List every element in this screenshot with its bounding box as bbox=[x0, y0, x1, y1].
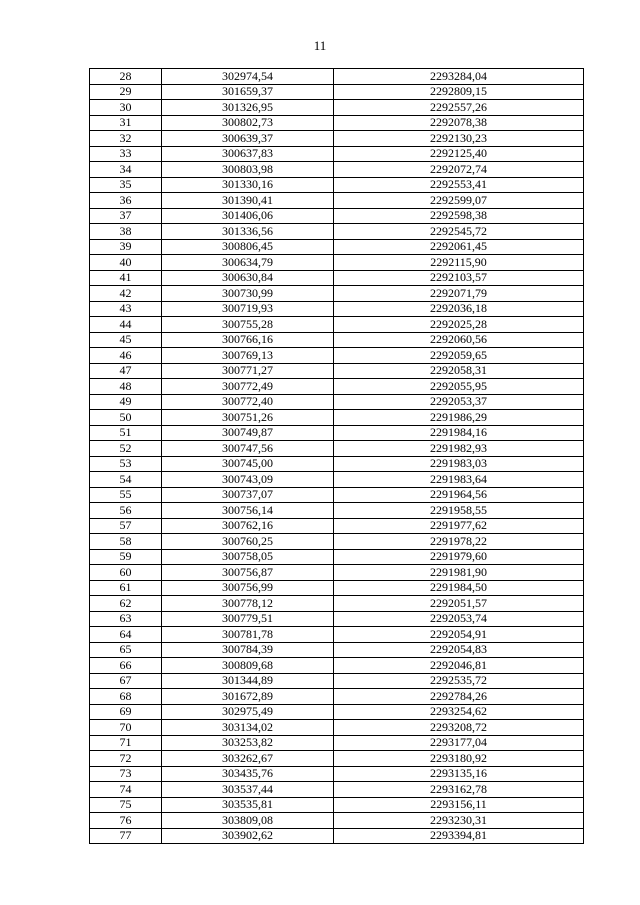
y-coordinate-cell: 2293284,04 bbox=[334, 69, 584, 85]
table-row bbox=[90, 425, 584, 441]
y-coordinate-cell: 2292535,72 bbox=[334, 673, 584, 689]
y-coordinate-cell: 2292598,38 bbox=[334, 208, 584, 224]
point-number-cell: 68 bbox=[90, 689, 162, 705]
y-coordinate-cell: 2291978,22 bbox=[334, 534, 584, 550]
x-coordinate-cell: 300755,28 bbox=[162, 317, 334, 333]
table-row bbox=[90, 363, 584, 379]
y-coordinate-cell: 2293254,62 bbox=[334, 704, 584, 720]
y-coordinate-cell: 2292046,81 bbox=[334, 658, 584, 674]
point-number-cell: 70 bbox=[90, 720, 162, 736]
x-coordinate-cell: 300630,84 bbox=[162, 270, 334, 286]
x-coordinate-cell: 303535,81 bbox=[162, 797, 334, 813]
x-coordinate-cell: 300719,93 bbox=[162, 301, 334, 317]
y-coordinate-cell: 2291982,93 bbox=[334, 441, 584, 457]
point-number-cell: 51 bbox=[90, 425, 162, 441]
point-number-cell: 64 bbox=[90, 627, 162, 643]
point-number-cell: 61 bbox=[90, 580, 162, 596]
y-coordinate-cell: 2292051,57 bbox=[334, 596, 584, 612]
y-coordinate-cell: 2292058,31 bbox=[334, 363, 584, 379]
point-number-cell: 56 bbox=[90, 503, 162, 519]
point-number-cell: 75 bbox=[90, 797, 162, 813]
y-coordinate-cell: 2291983,64 bbox=[334, 472, 584, 488]
x-coordinate-cell: 300769,13 bbox=[162, 348, 334, 364]
table-row bbox=[90, 611, 584, 627]
point-number-cell: 30 bbox=[90, 100, 162, 116]
y-coordinate-cell: 2292103,57 bbox=[334, 270, 584, 286]
y-coordinate-cell: 2292553,41 bbox=[334, 177, 584, 193]
point-number-cell: 73 bbox=[90, 766, 162, 782]
table-row bbox=[90, 239, 584, 255]
y-coordinate-cell: 2292036,18 bbox=[334, 301, 584, 317]
table-row bbox=[90, 441, 584, 457]
table-row bbox=[90, 642, 584, 658]
table-row bbox=[90, 301, 584, 317]
y-coordinate-cell: 2293162,78 bbox=[334, 782, 584, 798]
x-coordinate-cell: 300743,09 bbox=[162, 472, 334, 488]
table-row bbox=[90, 224, 584, 240]
point-number-cell: 34 bbox=[90, 162, 162, 178]
point-number-cell: 36 bbox=[90, 193, 162, 209]
table-row bbox=[90, 379, 584, 395]
table-row bbox=[90, 549, 584, 565]
table-row bbox=[90, 813, 584, 829]
x-coordinate-cell: 300756,99 bbox=[162, 580, 334, 596]
x-coordinate-cell: 303809,08 bbox=[162, 813, 334, 829]
x-coordinate-cell: 300756,14 bbox=[162, 503, 334, 519]
table-row bbox=[90, 146, 584, 162]
point-number-cell: 60 bbox=[90, 565, 162, 581]
x-coordinate-cell: 300634,79 bbox=[162, 255, 334, 271]
x-coordinate-cell: 301330,16 bbox=[162, 177, 334, 193]
x-coordinate-cell: 300758,05 bbox=[162, 549, 334, 565]
x-coordinate-cell: 301672,89 bbox=[162, 689, 334, 705]
table-row bbox=[90, 317, 584, 333]
point-number-cell: 42 bbox=[90, 286, 162, 302]
table-row bbox=[90, 162, 584, 178]
point-number-cell: 52 bbox=[90, 441, 162, 457]
point-number-cell: 54 bbox=[90, 472, 162, 488]
table-row bbox=[90, 689, 584, 705]
y-coordinate-cell: 2292060,56 bbox=[334, 332, 584, 348]
x-coordinate-cell: 300802,73 bbox=[162, 115, 334, 131]
x-coordinate-cell: 303435,76 bbox=[162, 766, 334, 782]
table-row bbox=[90, 487, 584, 503]
point-number-cell: 47 bbox=[90, 363, 162, 379]
table-row bbox=[90, 177, 584, 193]
point-number-cell: 35 bbox=[90, 177, 162, 193]
x-coordinate-cell: 301390,41 bbox=[162, 193, 334, 209]
y-coordinate-cell: 2292054,83 bbox=[334, 642, 584, 658]
x-coordinate-cell: 300749,87 bbox=[162, 425, 334, 441]
x-coordinate-cell: 301659,37 bbox=[162, 84, 334, 100]
x-coordinate-cell: 301344,89 bbox=[162, 673, 334, 689]
coordinates-table bbox=[89, 68, 584, 844]
point-number-cell: 76 bbox=[90, 813, 162, 829]
table-row bbox=[90, 131, 584, 147]
x-coordinate-cell: 302975,49 bbox=[162, 704, 334, 720]
table-row bbox=[90, 255, 584, 271]
table-row bbox=[90, 658, 584, 674]
point-number-cell: 48 bbox=[90, 379, 162, 395]
y-coordinate-cell: 2292078,38 bbox=[334, 115, 584, 131]
point-number-cell: 37 bbox=[90, 208, 162, 224]
x-coordinate-cell: 300772,49 bbox=[162, 379, 334, 395]
y-coordinate-cell: 2291986,29 bbox=[334, 410, 584, 426]
table-row bbox=[90, 534, 584, 550]
point-number-cell: 65 bbox=[90, 642, 162, 658]
point-number-cell: 74 bbox=[90, 782, 162, 798]
point-number-cell: 50 bbox=[90, 410, 162, 426]
point-number-cell: 77 bbox=[90, 828, 162, 844]
y-coordinate-cell: 2293230,31 bbox=[334, 813, 584, 829]
table-row bbox=[90, 627, 584, 643]
point-number-cell: 32 bbox=[90, 131, 162, 147]
x-coordinate-cell: 300771,27 bbox=[162, 363, 334, 379]
coordinates-table-body bbox=[90, 69, 584, 844]
y-coordinate-cell: 2291983,03 bbox=[334, 456, 584, 472]
x-coordinate-cell: 300747,56 bbox=[162, 441, 334, 457]
table-row bbox=[90, 208, 584, 224]
x-coordinate-cell: 300803,98 bbox=[162, 162, 334, 178]
y-coordinate-cell: 2292061,45 bbox=[334, 239, 584, 255]
point-number-cell: 71 bbox=[90, 735, 162, 751]
table-row bbox=[90, 472, 584, 488]
table-row bbox=[90, 673, 584, 689]
point-number-cell: 46 bbox=[90, 348, 162, 364]
y-coordinate-cell: 2292130,23 bbox=[334, 131, 584, 147]
table-row bbox=[90, 704, 584, 720]
x-coordinate-cell: 300779,51 bbox=[162, 611, 334, 627]
table-row bbox=[90, 193, 584, 209]
table-row bbox=[90, 565, 584, 581]
table-row bbox=[90, 456, 584, 472]
table-row bbox=[90, 782, 584, 798]
table-row bbox=[90, 270, 584, 286]
point-number-cell: 29 bbox=[90, 84, 162, 100]
x-coordinate-cell: 300809,68 bbox=[162, 658, 334, 674]
x-coordinate-cell: 301326,95 bbox=[162, 100, 334, 116]
point-number-cell: 43 bbox=[90, 301, 162, 317]
x-coordinate-cell: 300637,83 bbox=[162, 146, 334, 162]
x-coordinate-cell: 300778,12 bbox=[162, 596, 334, 612]
point-number-cell: 66 bbox=[90, 658, 162, 674]
y-coordinate-cell: 2291981,90 bbox=[334, 565, 584, 581]
x-coordinate-cell: 300766,16 bbox=[162, 332, 334, 348]
y-coordinate-cell: 2291977,62 bbox=[334, 518, 584, 534]
x-coordinate-cell: 300745,00 bbox=[162, 456, 334, 472]
table-row bbox=[90, 394, 584, 410]
x-coordinate-cell: 303253,82 bbox=[162, 735, 334, 751]
table-row bbox=[90, 503, 584, 519]
point-number-cell: 57 bbox=[90, 518, 162, 534]
y-coordinate-cell: 2293208,72 bbox=[334, 720, 584, 736]
x-coordinate-cell: 303537,44 bbox=[162, 782, 334, 798]
table-row bbox=[90, 286, 584, 302]
y-coordinate-cell: 2292055,95 bbox=[334, 379, 584, 395]
point-number-cell: 59 bbox=[90, 549, 162, 565]
x-coordinate-cell: 300730,99 bbox=[162, 286, 334, 302]
page-number: 11 bbox=[313, 38, 327, 53]
point-number-cell: 53 bbox=[90, 456, 162, 472]
y-coordinate-cell: 2292025,28 bbox=[334, 317, 584, 333]
x-coordinate-cell: 303134,02 bbox=[162, 720, 334, 736]
y-coordinate-cell: 2292054,91 bbox=[334, 627, 584, 643]
table-row bbox=[90, 410, 584, 426]
y-coordinate-cell: 2292053,74 bbox=[334, 611, 584, 627]
y-coordinate-cell: 2292072,74 bbox=[334, 162, 584, 178]
y-coordinate-cell: 2292599,07 bbox=[334, 193, 584, 209]
table-row bbox=[90, 84, 584, 100]
table-row bbox=[90, 332, 584, 348]
table-row bbox=[90, 580, 584, 596]
y-coordinate-cell: 2291984,16 bbox=[334, 425, 584, 441]
point-number-cell: 45 bbox=[90, 332, 162, 348]
table-row bbox=[90, 751, 584, 767]
table-row bbox=[90, 518, 584, 534]
table-row bbox=[90, 828, 584, 844]
x-coordinate-cell: 301406,06 bbox=[162, 208, 334, 224]
x-coordinate-cell: 300760,25 bbox=[162, 534, 334, 550]
y-coordinate-cell: 2292545,72 bbox=[334, 224, 584, 240]
point-number-cell: 55 bbox=[90, 487, 162, 503]
y-coordinate-cell: 2292809,15 bbox=[334, 84, 584, 100]
table-row bbox=[90, 69, 584, 85]
x-coordinate-cell: 300639,37 bbox=[162, 131, 334, 147]
point-number-cell: 39 bbox=[90, 239, 162, 255]
x-coordinate-cell: 303262,67 bbox=[162, 751, 334, 767]
table-row bbox=[90, 115, 584, 131]
point-number-cell: 63 bbox=[90, 611, 162, 627]
x-coordinate-cell: 300772,40 bbox=[162, 394, 334, 410]
point-number-cell: 40 bbox=[90, 255, 162, 271]
x-coordinate-cell: 300806,45 bbox=[162, 239, 334, 255]
y-coordinate-cell: 2292125,40 bbox=[334, 146, 584, 162]
y-coordinate-cell: 2293177,04 bbox=[334, 735, 584, 751]
x-coordinate-cell: 302974,54 bbox=[162, 69, 334, 85]
table-row bbox=[90, 766, 584, 782]
table-row bbox=[90, 735, 584, 751]
y-coordinate-cell: 2291979,60 bbox=[334, 549, 584, 565]
x-coordinate-cell: 300762,16 bbox=[162, 518, 334, 534]
y-coordinate-cell: 2292071,79 bbox=[334, 286, 584, 302]
y-coordinate-cell: 2293156,11 bbox=[334, 797, 584, 813]
table-row bbox=[90, 348, 584, 364]
point-number-cell: 62 bbox=[90, 596, 162, 612]
point-number-cell: 67 bbox=[90, 673, 162, 689]
y-coordinate-cell: 2293135,16 bbox=[334, 766, 584, 782]
x-coordinate-cell: 300756,87 bbox=[162, 565, 334, 581]
y-coordinate-cell: 2292115,90 bbox=[334, 255, 584, 271]
y-coordinate-cell: 2291958,55 bbox=[334, 503, 584, 519]
point-number-cell: 58 bbox=[90, 534, 162, 550]
y-coordinate-cell: 2292059,65 bbox=[334, 348, 584, 364]
point-number-cell: 38 bbox=[90, 224, 162, 240]
table-row bbox=[90, 720, 584, 736]
point-number-cell: 31 bbox=[90, 115, 162, 131]
y-coordinate-cell: 2291964,56 bbox=[334, 487, 584, 503]
y-coordinate-cell: 2292557,26 bbox=[334, 100, 584, 116]
y-coordinate-cell: 2292784,26 bbox=[334, 689, 584, 705]
y-coordinate-cell: 2292053,37 bbox=[334, 394, 584, 410]
table-row bbox=[90, 596, 584, 612]
y-coordinate-cell: 2293180,92 bbox=[334, 751, 584, 767]
point-number-cell: 49 bbox=[90, 394, 162, 410]
y-coordinate-cell: 2293394,81 bbox=[334, 828, 584, 844]
x-coordinate-cell: 300737,07 bbox=[162, 487, 334, 503]
point-number-cell: 72 bbox=[90, 751, 162, 767]
x-coordinate-cell: 300781,78 bbox=[162, 627, 334, 643]
table-row bbox=[90, 100, 584, 116]
point-number-cell: 69 bbox=[90, 704, 162, 720]
x-coordinate-cell: 300784,39 bbox=[162, 642, 334, 658]
table-row bbox=[90, 797, 584, 813]
x-coordinate-cell: 303902,62 bbox=[162, 828, 334, 844]
point-number-cell: 33 bbox=[90, 146, 162, 162]
point-number-cell: 44 bbox=[90, 317, 162, 333]
y-coordinate-cell: 2291984,50 bbox=[334, 580, 584, 596]
point-number-cell: 41 bbox=[90, 270, 162, 286]
point-number-cell: 28 bbox=[90, 69, 162, 85]
x-coordinate-cell: 301336,56 bbox=[162, 224, 334, 240]
x-coordinate-cell: 300751,26 bbox=[162, 410, 334, 426]
